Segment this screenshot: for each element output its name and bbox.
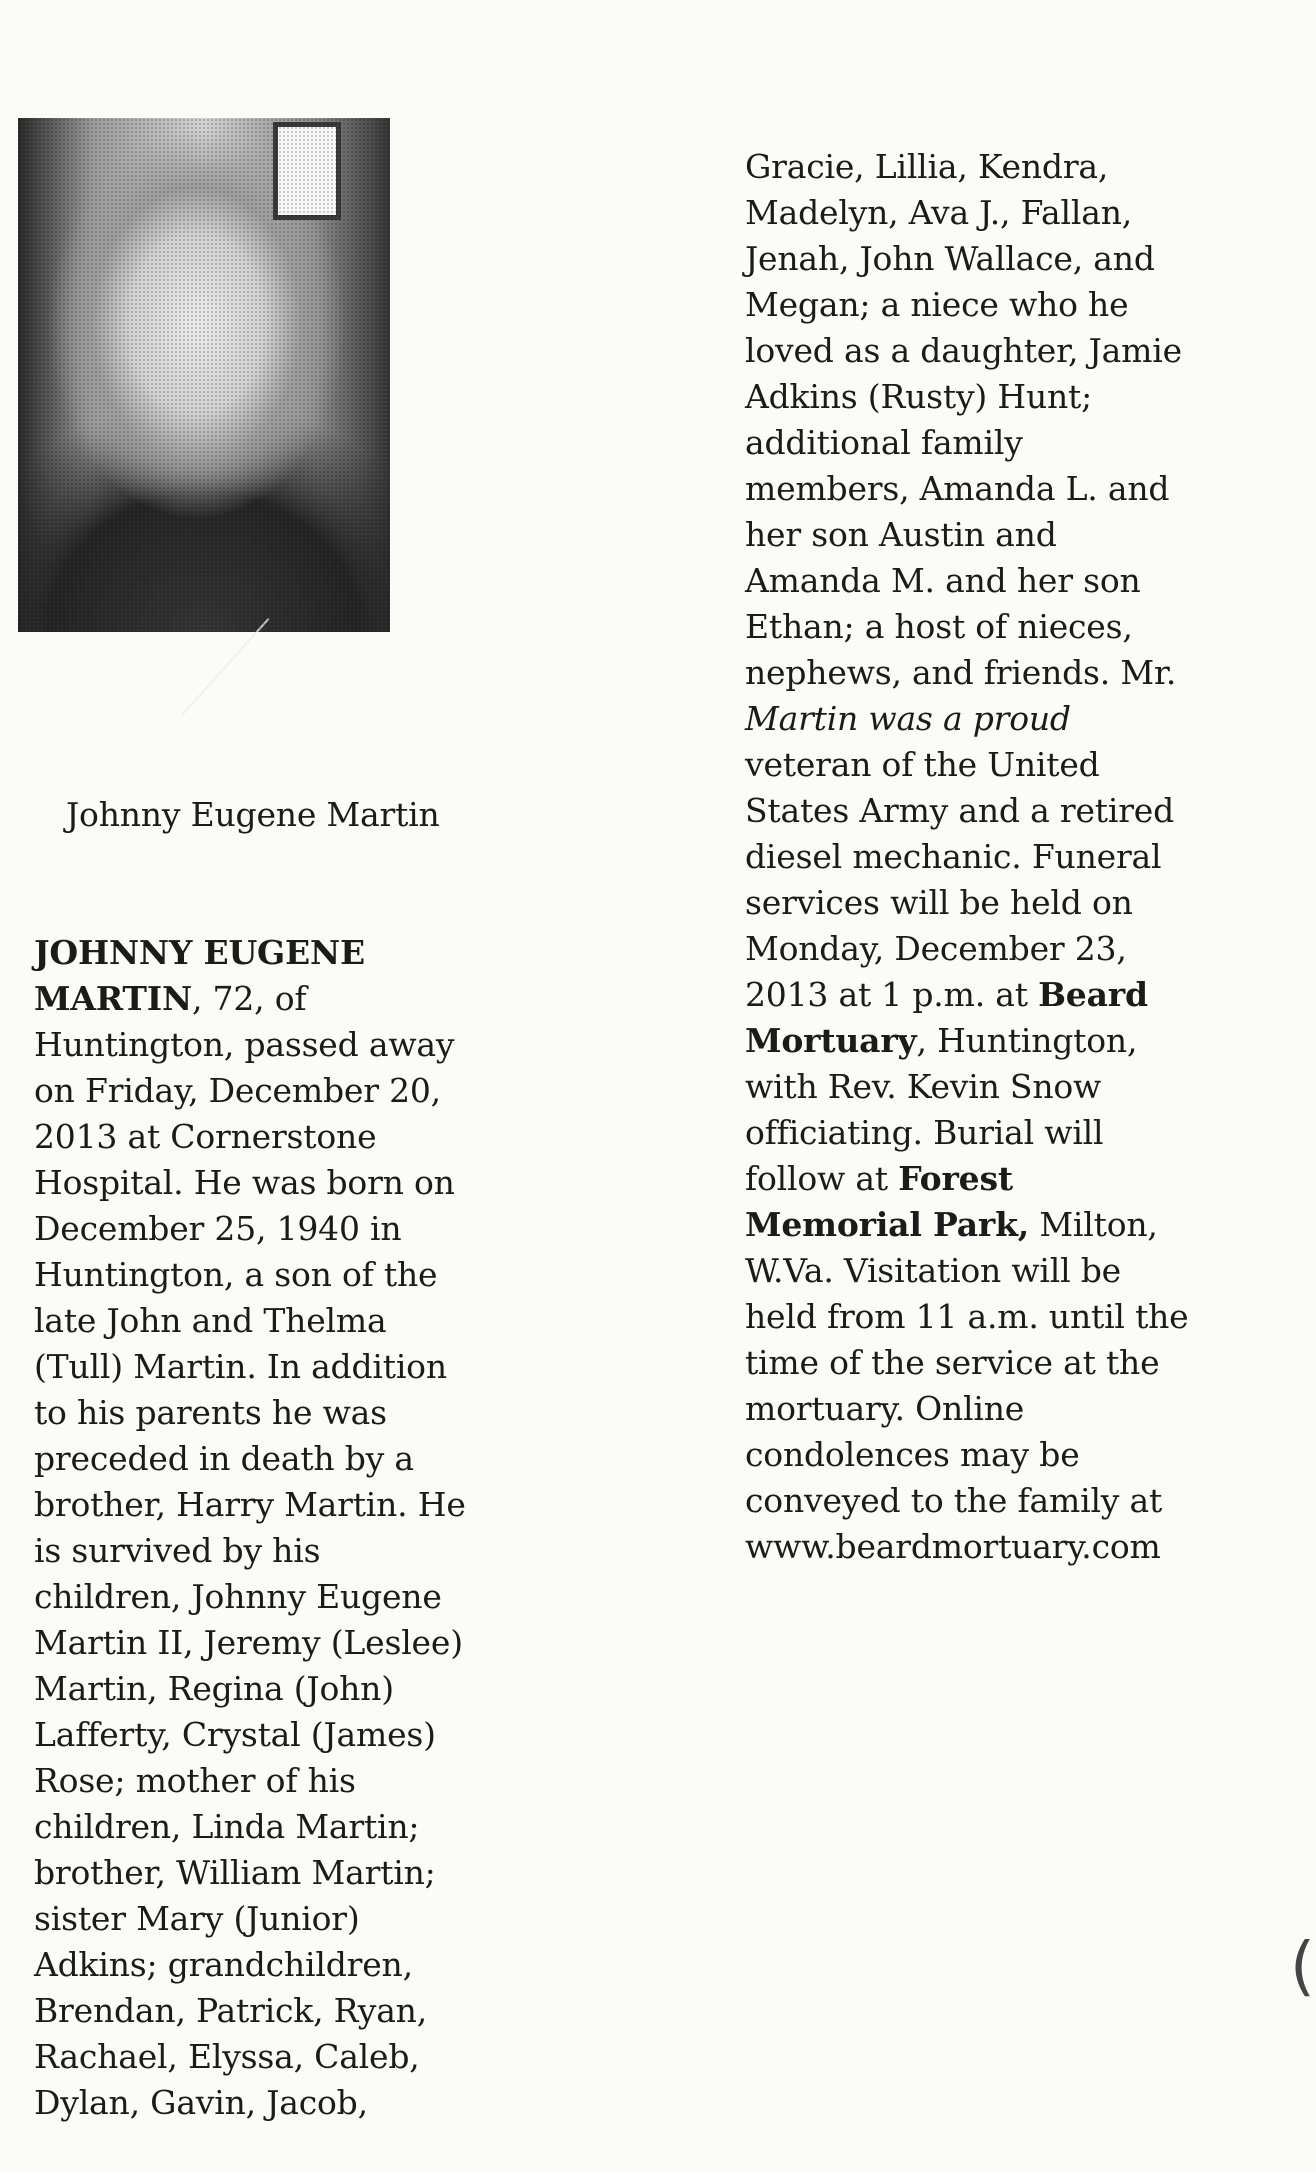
text-segment: condolences may be	[745, 1435, 1080, 1474]
text-line	[745, 788, 1215, 834]
text-line	[745, 466, 1215, 512]
text-segment: Madelyn, Ava J., Fallan,	[745, 193, 1133, 232]
bold-text: MARTIN	[34, 979, 192, 1018]
text-line	[745, 926, 1215, 972]
text-segment: (Tull) Martin. In addition	[34, 1347, 447, 1386]
text-line	[34, 1620, 504, 1666]
text-line	[745, 1018, 1215, 1064]
text-line	[34, 1666, 504, 1712]
text-segment: Lafferty, Crystal (James)	[34, 1715, 436, 1754]
text-line	[745, 1340, 1215, 1386]
photo-caption: Johnny Eugene Martin	[66, 795, 440, 834]
text-segment: her son Austin and	[745, 515, 1057, 554]
bold-text: JOHNNY EUGENE	[34, 933, 365, 972]
text-segment: held from 11 a.m. until the	[745, 1297, 1189, 1336]
text-segment: additional family	[745, 423, 1023, 462]
text-line	[34, 1298, 504, 1344]
text-segment: Huntington, a son of the	[34, 1255, 438, 1294]
italic-text: Martin was a proud	[745, 699, 1071, 738]
text-line	[34, 1528, 504, 1574]
text-line	[745, 190, 1215, 236]
text-segment: preceded in death by a	[34, 1439, 414, 1478]
text-line	[34, 1068, 504, 1114]
text-segment: Megan; a niece who he	[745, 285, 1129, 324]
text-segment: Rachael, Elyssa, Caleb,	[34, 2037, 420, 2076]
text-line	[34, 1574, 504, 1620]
text-line	[745, 1478, 1215, 1524]
text-segment: is survived by his	[34, 1531, 321, 1570]
text-line	[745, 144, 1215, 190]
text-line	[745, 1248, 1215, 1294]
text-segment: diesel mechanic. Funeral	[745, 837, 1162, 876]
obituary-left-column	[34, 700, 504, 2172]
text-line	[34, 930, 504, 976]
margin-mark: (	[1290, 1930, 1315, 2004]
text-line	[745, 558, 1215, 604]
text-line	[745, 282, 1215, 328]
text-segment: veteran of the United	[745, 745, 1100, 784]
text-line	[34, 1252, 504, 1298]
text-segment: Monday, December 23,	[745, 929, 1127, 968]
text-line	[34, 1712, 504, 1758]
text-line	[34, 1850, 504, 1896]
text-segment: Adkins; grandchildren,	[34, 1945, 413, 1984]
text-line	[745, 328, 1215, 374]
text-segment: Martin II, Jeremy (Leslee)	[34, 1623, 463, 1662]
text-segment: Gracie, Lillia, Kendra,	[745, 147, 1109, 186]
text-segment: www.beardmortuary.com	[745, 1527, 1161, 1566]
text-line	[745, 374, 1215, 420]
text-line	[34, 1022, 504, 1068]
text-segment: conveyed to the family at	[745, 1481, 1163, 1520]
text-segment: children, Johnny Eugene	[34, 1577, 442, 1616]
text-segment: States Army and a retired	[745, 791, 1175, 830]
bold-text: Memorial Park,	[745, 1205, 1030, 1244]
text-segment: Rose; mother of his	[34, 1761, 356, 1800]
text-line	[745, 1110, 1215, 1156]
text-segment: Martin, Regina (John)	[34, 1669, 394, 1708]
text-line	[34, 1482, 504, 1528]
text-line	[34, 1114, 504, 1160]
text-line	[34, 1942, 504, 1988]
text-line	[745, 742, 1215, 788]
text-segment: officiating. Burial will	[745, 1113, 1104, 1152]
text-segment: Milton,	[1029, 1205, 1158, 1244]
text-line	[745, 834, 1215, 880]
text-line	[745, 880, 1215, 926]
text-line	[34, 1160, 504, 1206]
text-segment: follow at	[745, 1159, 899, 1198]
text-segment: to his parents he was	[34, 1393, 387, 1432]
bold-text: Forest	[898, 1159, 1013, 1198]
text-line	[745, 1156, 1215, 1202]
text-segment: Brendan, Patrick, Ryan,	[34, 1991, 428, 2030]
text-segment: Adkins (Rusty) Hunt;	[745, 377, 1093, 416]
text-line	[745, 512, 1215, 558]
text-segment: late John and Thelma	[34, 1301, 387, 1340]
text-line	[745, 1432, 1215, 1478]
text-line	[745, 972, 1215, 1018]
text-segment: sister Mary (Junior)	[34, 1899, 360, 1938]
text-segment: brother, William Martin;	[34, 1853, 436, 1892]
text-segment: W.Va. Visitation will be	[745, 1251, 1122, 1290]
text-line	[745, 1386, 1215, 1432]
text-segment: 2013 at Cornerstone	[34, 1117, 377, 1156]
text-line	[745, 1202, 1215, 1248]
text-line	[745, 1524, 1215, 1570]
text-line	[34, 1436, 504, 1482]
obituary-photo	[18, 118, 390, 632]
text-line	[34, 1390, 504, 1436]
text-segment: time of the service at the	[745, 1343, 1160, 1382]
text-line	[34, 2034, 504, 2080]
text-line	[34, 1988, 504, 2034]
text-line	[745, 1064, 1215, 1110]
text-segment: children, Linda Martin;	[34, 1807, 420, 1846]
text-segment: Jenah, John Wallace, and	[745, 239, 1155, 278]
text-line	[745, 236, 1215, 282]
text-segment: members, Amanda L. and	[745, 469, 1170, 508]
text-line	[745, 696, 1215, 742]
obituary-right-column	[745, 52, 1215, 1616]
text-segment: nephews, and friends. Mr.	[745, 653, 1177, 692]
text-line	[34, 1206, 504, 1252]
text-segment: mortuary. Online	[745, 1389, 1025, 1428]
text-line	[745, 420, 1215, 466]
text-segment: on Friday, December 20,	[34, 1071, 441, 1110]
text-segment: , Huntington,	[916, 1021, 1138, 1060]
bold-text: Mortuary	[745, 1021, 917, 1060]
text-line	[34, 2080, 504, 2126]
text-segment: with Rev. Kevin Snow	[745, 1067, 1102, 1106]
text-segment: brother, Harry Martin. He	[34, 1485, 466, 1524]
text-line	[34, 1896, 504, 1942]
text-line	[745, 650, 1215, 696]
text-segment: 2013 at 1 p.m. at	[745, 975, 1039, 1014]
text-line	[34, 1758, 504, 1804]
text-line	[34, 1804, 504, 1850]
text-segment: , 72, of	[191, 979, 307, 1018]
text-segment: services will be held on	[745, 883, 1133, 922]
text-line	[745, 1294, 1215, 1340]
text-segment: Amanda M. and her son	[745, 561, 1141, 600]
left-column-body	[34, 930, 504, 2126]
right-column-body	[745, 144, 1215, 1570]
text-segment: Ethan; a host of nieces,	[745, 607, 1133, 646]
text-line	[34, 1344, 504, 1390]
text-segment: Huntington, passed away	[34, 1025, 455, 1064]
bold-text: Beard	[1038, 975, 1148, 1014]
text-segment: Hospital. He was born on	[34, 1163, 455, 1202]
text-segment: December 25, 1940 in	[34, 1209, 402, 1248]
text-segment: Dylan, Gavin, Jacob,	[34, 2083, 368, 2122]
text-line	[745, 604, 1215, 650]
photo-background-window	[273, 122, 341, 220]
text-segment: loved as a daughter, Jamie	[745, 331, 1182, 370]
text-line	[34, 976, 504, 1022]
